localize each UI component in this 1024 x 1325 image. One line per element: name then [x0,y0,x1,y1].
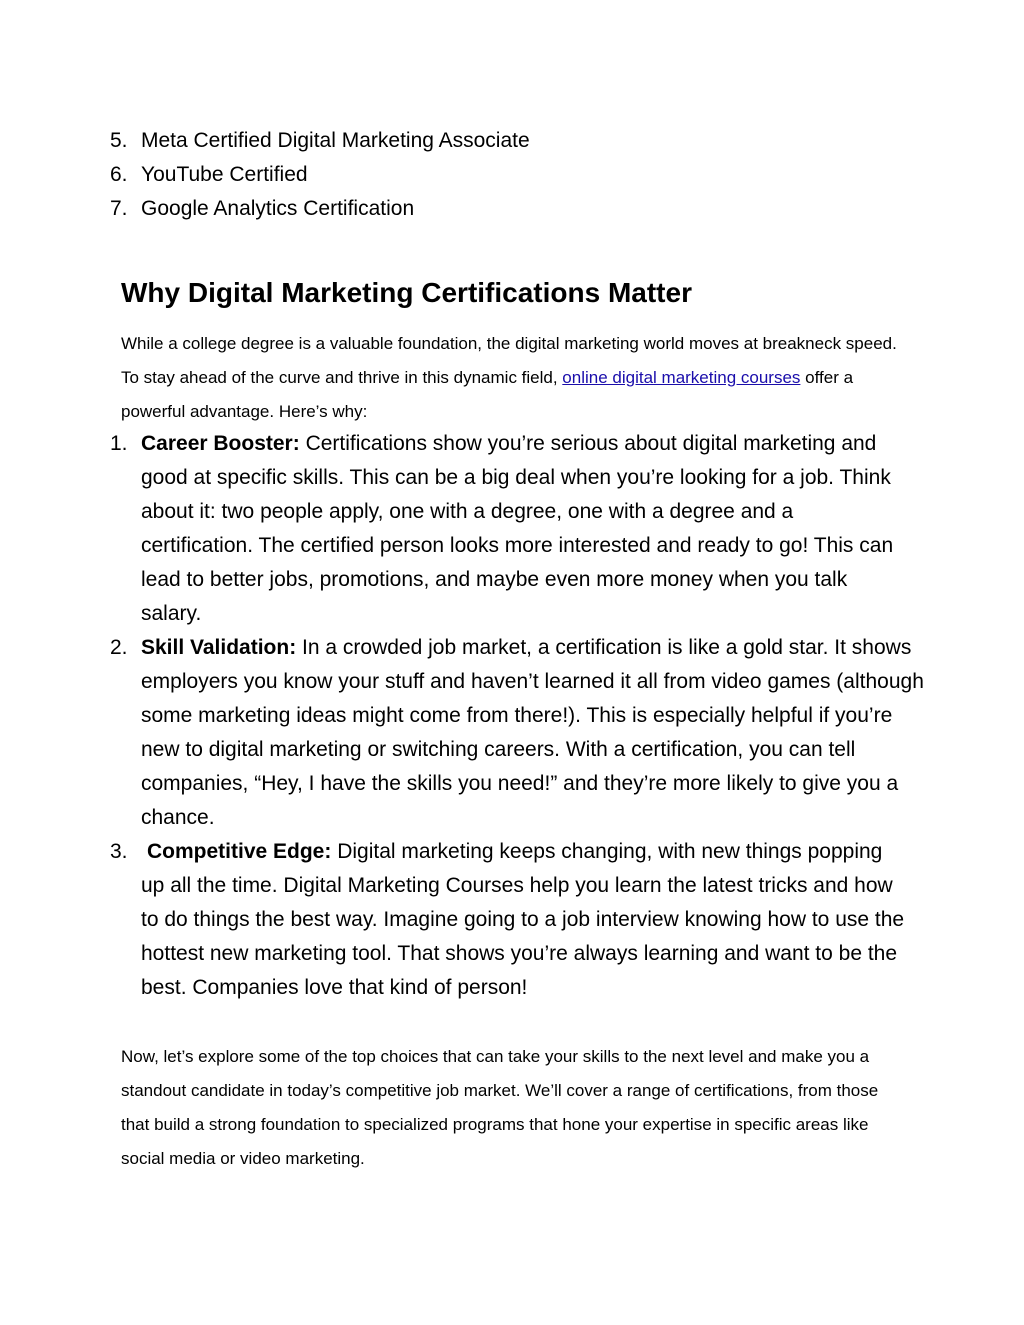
reason-item [110,427,910,631]
list-number: 6. [110,163,128,186]
intro-text: While a college degree is a valuable foundation, the digital marketing world moves at breakneck speed. To stay ahead of the curve and thrive in this dynamic field, [121,334,897,387]
list-number: 7. [110,197,128,220]
list-number: 5. [110,129,128,152]
reason-number: 1. [110,432,128,455]
intro-paragraph [121,327,911,429]
section-heading: Why Digital Marketing Certifications Matter [121,277,692,308]
reason-item [110,631,924,835]
reasons-list [110,427,924,1005]
certification-list [110,124,910,226]
reason-label: Career Booster: [141,432,300,455]
reason-number: 2. [110,636,128,659]
list-item-text: Google Analytics Certification [141,197,415,220]
list-item-text: Meta Certified Digital Marketing Associate [141,129,530,152]
list-item-text: YouTube Certified [141,163,308,186]
list-item [110,192,910,226]
reason-text: Certifications show you’re serious about digital marketing and good at specific skills. This can be a big deal when you’re looking for a job. Think about it: two people apply, one with a degree, one with a degree and a certification. The certified person looks more interested and ready to go! This can lead to better jobs, promotions, and maybe even more money when you talk salary. [141,432,894,625]
list-item [110,124,910,158]
reason-text: Digital marketing keeps changing, with new things popping up all the time. Digital Marketing Courses help you learn the latest tricks and how to do things the best way. Imagine going to a job interview knowing how to use the hottest new marketing tool. That shows you’re always learning and want to be the best. Companies love that kind of person! [141,840,905,999]
intro-text-end: offer a powerful advantage. Here’s why: [121,368,854,421]
reason-content [141,840,904,999]
reason-number: 3. [110,840,128,863]
reason-label: Skill Validation: [141,636,297,659]
reason-text: In a crowded job market, a certification is like a gold star. It shows employers you know your stuff and haven’t learned it all from video games (although some marketing ideas might come from there!). This is especially helpful if you’re new to digital marketing or switching careers. With a certification, you can tell companies, “Hey, I have the skills you need!” and they’re more likely to give you a chance. [141,636,924,829]
list-item [110,158,910,192]
online-courses-link[interactable]: online digital marketing courses [562,368,801,387]
reason-label: Competitive Edge: [147,840,332,863]
reason-item [110,835,910,1005]
closing-paragraph: Now, let’s explore some of the top choices that can take your skills to the next level and make you a standout candidate in today’s competitive job market. We’ll cover a range of certifications, from those that build a strong foundation to specialized programs that hone your expertise in specific areas like social media or video marketing. [121,1047,879,1168]
